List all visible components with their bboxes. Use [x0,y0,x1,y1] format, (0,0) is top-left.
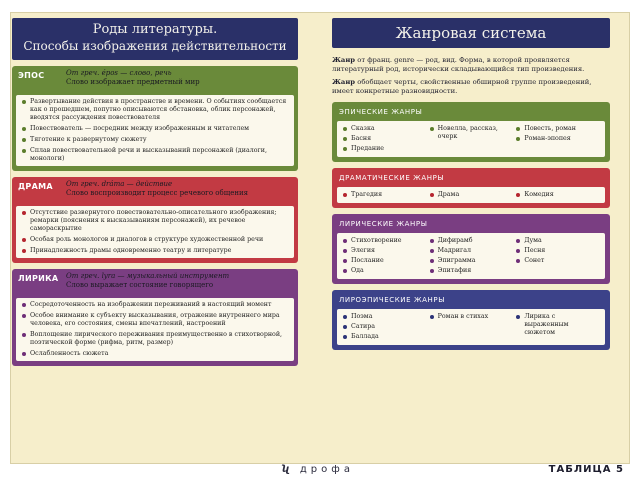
intro-term: Жанр [332,56,356,64]
list-item: Послание [343,257,426,265]
kind-block-lyroepic [332,290,610,350]
list-item: Роман в стихах [430,313,513,321]
list-item: Отсутствие развернутого повествовательно-описательного изображения; ремарки (пояснения к высказываниям персонажей), их речевое самораскрытие [22,209,289,233]
genre-block-drama [12,177,298,263]
publisher-name: дрофа [299,464,354,475]
list-item: Драма [430,191,513,199]
list-item: Песня [516,247,599,255]
kind-block-drama [332,168,610,208]
list-item: Сказка [343,125,426,133]
genre-etymology: От греч. épos — слово, речь [66,69,172,77]
list-item: Поэма [343,313,426,321]
list-item: Развертывание действия в пространстве и времени. О событиях сообщается как о прошедшем, попутно описываются обстановка, облик персонажей, вводятся рассуждения повествователя [22,98,289,122]
genre-definition: Слово изображает предметный мир [66,78,200,86]
genre-items-list [16,95,294,166]
poster-footer [10,464,630,480]
kind-block-lyric [332,214,610,284]
kind-title: ЛИРОЭПИЧЕСКИЕ ЖАНРЫ [339,296,445,304]
left-page [12,18,298,366]
kind-title: ДРАМАТИЧЕСКИЕ ЖАНРЫ [339,174,445,182]
kind-block-epic [332,102,610,162]
list-item: Сонет [516,257,599,265]
left-title-line2: Способы изображения действительности [23,39,287,53]
publisher-logo [282,464,354,475]
genre-definition: Слово воспроизводит процесс речевого общения [66,189,249,197]
list-item: Принадлежность драмы одновременно театру и литературе [22,247,289,255]
list-item: Особое внимание к субъекту высказывания, отражение внутреннего мира человека, его состояния, смены впечатлений, настроений [22,312,289,328]
intro-text: обобщает черты, свойственные обширной группе произведений, имеет конкретные разновидности. [332,78,592,95]
kind-title: ЛИРИЧЕСКИЕ ЖАНРЫ [339,220,428,228]
right-title: Жанровая система [332,18,610,48]
right-page [332,18,610,350]
intro-text: от франц. genre — род, вид. Форма, в которой проявляется литературный род, исторически складывающийся тип произведения. [332,56,585,73]
list-item: Дифирамб [430,237,513,245]
genre-name: ЭПОС [18,71,45,80]
list-item: Элегия [343,247,426,255]
list-item: Эпиграмма [430,257,513,265]
list-item: Дума [516,237,599,245]
intro-paragraph-2 [332,78,610,96]
kind-items-grid [337,309,605,345]
list-item: Ода [343,267,426,275]
list-item: Комедия [516,191,599,199]
genre-block-lyric [12,269,298,366]
list-item: Повествователь — посредник между изображенным и читателем [22,125,289,133]
list-item: Ослабленность сюжета [22,350,289,358]
list-item: Воплощение лирического переживания преимущественно в стихотворной, поэтической форме (рифма, ритм, размер) [22,331,289,347]
genre-items-list [16,298,294,361]
genre-definition: Слово выражает состояние говорящего [66,281,214,289]
list-item: Басня [343,135,426,143]
kind-title: ЭПИЧЕСКИЕ ЖАНРЫ [339,108,423,116]
list-item: Мадригал [430,247,513,255]
genre-name: ДРАМА [18,182,53,191]
list-item: Особая роль монологов и диалогов в структуре художественной речи [22,236,289,244]
kind-items-grid [337,121,605,157]
publisher-bird-icon: ʯ [282,464,294,475]
list-item: Предание [343,145,426,153]
list-item: Тяготение к развернутому сюжету [22,136,289,144]
genre-etymology: От греч. lyra — музыкальный инструмент [66,272,230,280]
list-item: Трагедия [343,191,426,199]
intro-term: Жанр [332,78,356,86]
list-item: Повесть, роман [516,125,599,133]
list-item: Баллада [343,333,426,341]
list-item: Стихотворение [343,237,426,245]
list-item: Сатира [343,323,426,331]
intro-paragraph-1 [332,56,610,74]
genre-items-list [16,206,294,258]
genre-name: ЛИРИКА [18,274,59,283]
genre-etymology: От греч. dráma — действие [66,180,173,188]
table-number: ТАБЛИЦА 5 [548,464,624,475]
genre-intro [332,56,610,96]
list-item: Эпитафия [430,267,513,275]
left-title-box [12,18,298,60]
list-item: Лирика с выраженным сюжетом [516,313,599,337]
list-item: Сплав повествовательной речи и высказываний персонажей (диалоги, монологи) [22,147,289,163]
list-item: Роман-эпопея [516,135,599,143]
kind-items-grid [337,187,605,203]
list-item: Сосредоточенность на изображении переживаний в настоящий момент [22,301,289,309]
genre-block-epos [12,66,298,171]
kind-items-grid [337,233,605,279]
list-item: Новелла, рассказ, очерк [430,125,513,141]
left-title-line1: Роды литературы. [92,22,218,37]
